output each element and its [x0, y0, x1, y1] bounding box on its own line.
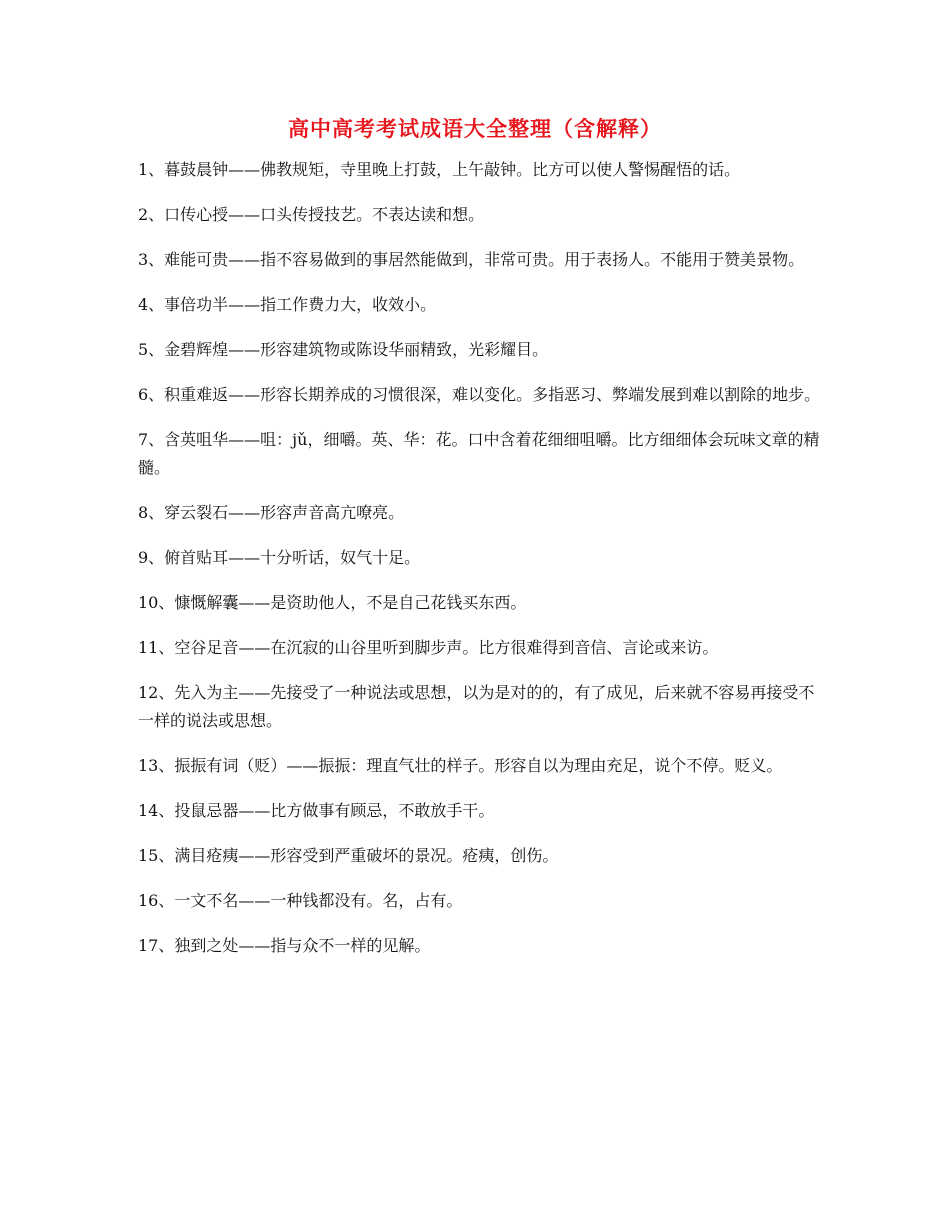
idiom-entry-2: 2、口传心授——口头传授技艺。不表达读和想。 — [138, 205, 485, 224]
idiom-entry-14: 14、投鼠忌器——比方做事有顾忌，不敢放手干。 — [138, 801, 495, 820]
idiom-entry-6: 6、积重难返——形容长期养成的习惯很深，难以变化。多指恶习、弊端发展到难以割除的地步。 — [138, 385, 821, 404]
idiom-entry-7: 7、含英咀华——咀：jǔ，细嚼。英、华：花。口中含着花细细咀嚼。比方细细体会玩味文章的精髓。 — [138, 430, 820, 477]
idiom-entry-15: 15、满目疮痍——形容受到严重破坏的景况。疮痍，创伤。 — [138, 846, 559, 865]
document-title: 高中高考考试成语大全整理（含解释） — [288, 116, 662, 141]
idiom-entry-10: 10、慷慨解囊——是资助他人，不是自己花钱买东西。 — [138, 593, 527, 612]
idiom-entry-1: 1、暮鼓晨钟——佛教规矩，寺里晚上打鼓，上午敲钟。比方可以使人警惕醒悟的话。 — [138, 160, 741, 179]
idiom-entry-3: 3、难能可贵——指不容易做到的事居然能做到，非常可贵。用于表扬人。不能用于赞美景物。 — [138, 250, 805, 269]
idiom-entry-16: 16、一文不名——一种钱都没有。名，占有。 — [138, 891, 463, 910]
idiom-entry-13: 13、振振有词（贬）——振振：理直气壮的样子。形容自以为理由充足，说个不停。贬义。 — [138, 756, 783, 775]
idiom-entry-8: 8、穿云裂石——形容声音高亢嘹亮。 — [138, 503, 405, 522]
idiom-entry-17: 17、独到之处——指与众不一样的见解。 — [138, 936, 431, 955]
idiom-entry-5: 5、金碧辉煌——形容建筑物或陈设华丽精致，光彩耀目。 — [138, 340, 549, 359]
idiom-entry-11: 11、空谷足音——在沉寂的山谷里听到脚步声。比方很难得到音信、言论或来访。 — [138, 638, 719, 657]
idiom-entry-9: 9、俯首贴耳——十分听话，奴气十足。 — [138, 548, 421, 567]
idiom-list — [138, 156, 822, 977]
idiom-entry-4: 4、事倍功半——指工作费力大，收效小。 — [138, 295, 437, 314]
idiom-entry-12: 12、先入为主——先接受了一种说法或思想，以为是对的的，有了成见，后来就不容易再接受不一样的说法或思想。 — [138, 683, 815, 730]
